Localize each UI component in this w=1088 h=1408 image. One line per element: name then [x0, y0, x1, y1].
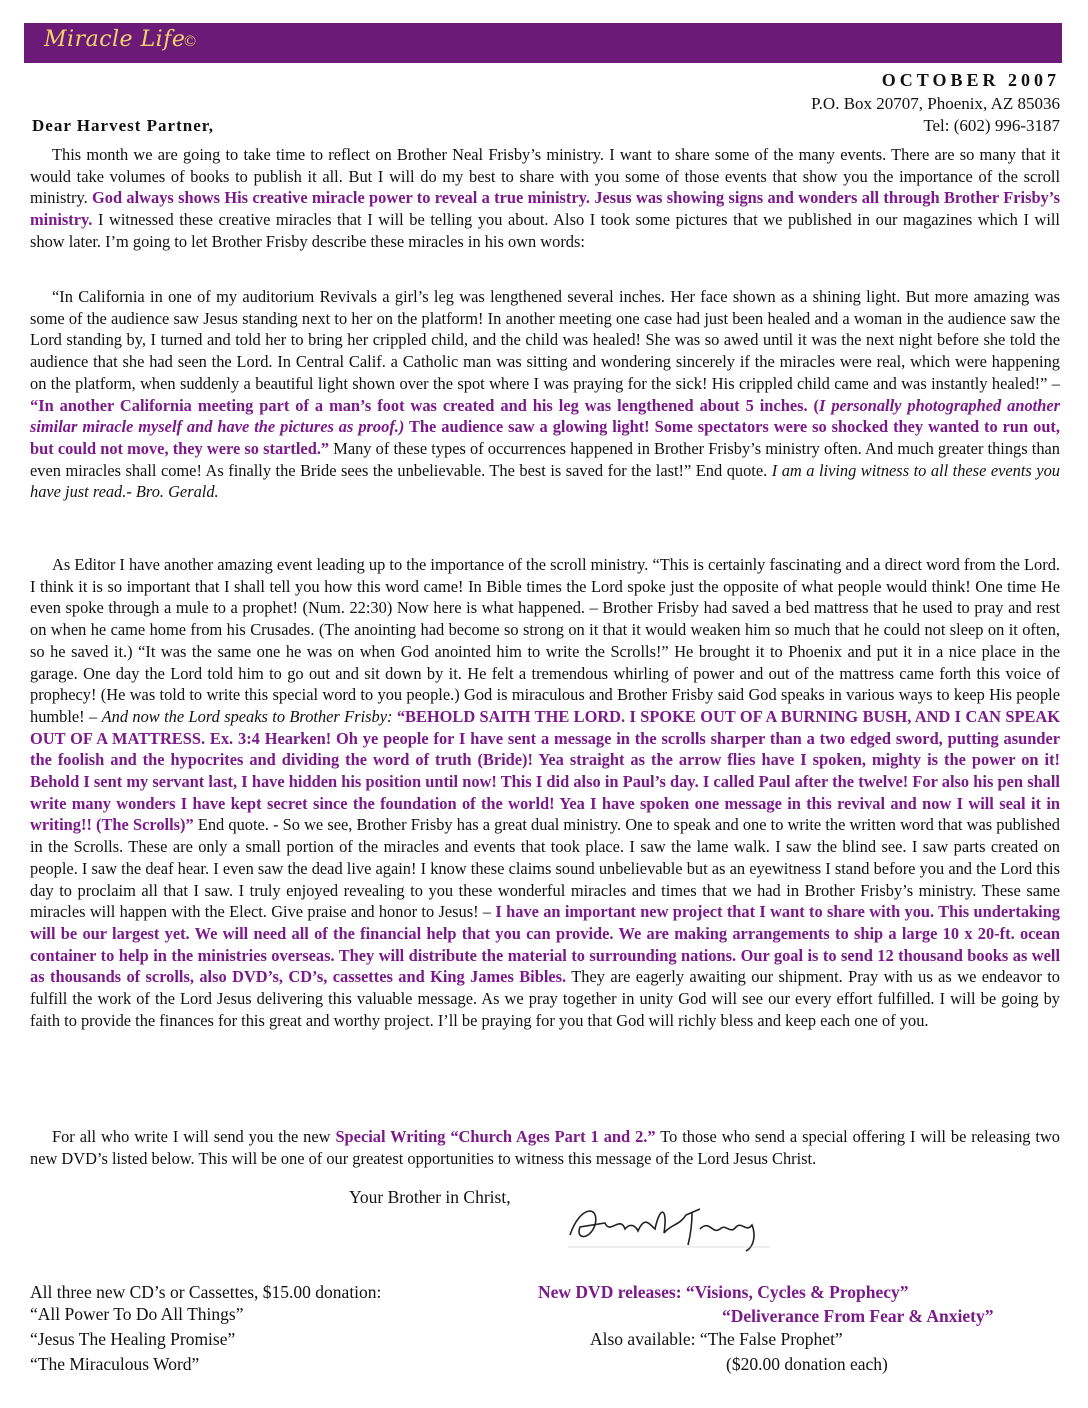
text-run: To those who send a special offering I will be releasing two new DVD’s listed below. This will be one of our greatest opportunities to witness this message of the Lord Jesus Christ. [30, 1127, 1060, 1168]
highlight-text: The audience saw a glowing light! Some spectators were so shocked they wanted to run out, but could not move, they were so startled.” [30, 417, 1060, 458]
mailing-address: P.O. Box 20707, Phoenix, AZ 85036 [811, 94, 1060, 113]
highlight-text: God always shows His creative miracle power to reveal a true ministry. Jesus was showing signs and wonders all through Brother Frisby’s ministry. [30, 188, 1060, 230]
cd-title-2: “Jesus The Healing Promise” [30, 1329, 236, 1349]
text-run: They are eagerly awaiting our shipment. Pray with us as we endeavor to fulfill the work of the Lord Jesus delivering this valuable message. As we pray together in unity God will see our every effort fulfilled. I will be going by faith to provide the finances for this great and worthy project. I’ll be praying for you that God will richly bless and keep each one of you. [30, 967, 1060, 1030]
cd-title-1: “All Power To Do All Things” [30, 1304, 244, 1324]
text-run: End quote. - So we see, Brother Frisby has a great dual ministry. One to speak and one to write the written word that was published in the Scrolls. These are only a small portion of the miracles and events that took place. I saw the lame walk. I saw the blind see. I saw parts created on people. I saw the deaf hear. I even saw the dead live again! I know these claims sound unbelievable but as an eyewitness I stand before you and the Lord this day to proclaim all that I saw. I truly enjoyed revealing to you these wonderful miracles and times that we had in Brother Frisby’s ministry. These same miracles will happen with the Elect. Give praise and honor to Jesus! – [30, 815, 1060, 922]
cd-title-3: “The Miraculous Word” [30, 1354, 200, 1374]
text-run: This month we are going to take time to reflect on Brother Neal Frisby’s ministry. I want to share some of the many events. There are so many that it would take volumes of books to publish it all. But I will do my best to share with you some of those events that show you the importance of the scroll ministry. [30, 145, 1060, 208]
dvd-price: ($20.00 donation each) [726, 1354, 888, 1374]
salutation: Dear Harvest Partner, [32, 116, 214, 135]
signature-image [560, 1195, 780, 1255]
highlight-text: “In another California meeting part of a man’s foot was created and his leg was lengthened about 5 inches. ( [30, 395, 819, 415]
letter-paragraph-1 [30, 144, 1060, 253]
also-available: Also available: “The False Prophet” [590, 1329, 843, 1349]
highlight-italic-text: I personally photographed another similar miracle myself and have the pictures as proof.) [30, 395, 1060, 437]
dvd-heading: New DVD releases: “Visions, Cycles & Prophecy” [538, 1282, 909, 1302]
text-run: As Editor I have another amazing event leading up to the importance of the scroll ministry. “This is certainly fascinating and a direct word from the Lord. I think it is so important that I shall tell you how this word came! In Bible times the Lord spoke just the opposite of what people would think! One time He even spoke through a mule to a prophet! (Num. 22:30) Now here is what happened. – Brother Frisby had saved a bed mattress that he used to pray and rest on when he came home from his Crusades. (The anointing had become so strong on it that it would weaken him so much that he could not sleep on it often, so he saved it.) “It was the same one he was on when God anointed him to write the Scrolls!” He brought it to Phoenix and put it in a nice place in the garage. One day the Lord told him to go out and sit down by it. He felt a tremendous whirling of power and out of the mattress came forth this voice of prophecy! (He was told to write this special word to you people.) God is miraculous and Brother Frisby said God speaks in various ways to keep His people humble! – [30, 555, 1060, 726]
text-run: “In California in one of my auditorium Revivals a girl’s leg was lengthened several inches. Her face shown as a shining light. But more amazing was some of the audience saw Jesus standing next to her on the platform! In another meeting one case had just been healed and a woman in the audience saw the Lord standing by, I turned and told her to bring her crippled child, and the child was healed! She was so awed until it was the next night before she told the audience that she had seen the Lord. In Central Calif. a Catholic man was sitting and wondering sincerely if the miracles were real, which were happening on the platform, when suddenly a beautiful light shown over the spot where I was praying for the sick! His crippled child came and was instantly healed!” – [30, 287, 1060, 393]
dvd-title-2: “Deliverance From Fear & Anxiety” [722, 1306, 994, 1326]
letter-paragraph-2 [30, 286, 1060, 503]
issue-date: OCTOBER 2007 [881, 70, 1060, 90]
highlight-text: I have an important new project that I want to share with you. This undertaking will be our largest yet. We will need all of the financial help that you can provide. We are making arrangements to ship a large 10 x 20-ft. ocean container to help in the ministries overseas. They will distribute the material to surrounding nations. Our goal is to send 12 thousand books as well as thousands of scrolls, also DVD’s, CD’s, cassettes and King James Bibles. [30, 902, 1061, 987]
letter-paragraph-4 [30, 1126, 1060, 1169]
text-run: I witnessed these creative miracles that I will be telling you about. Also I took some pictures that we published in our magazines which I will show later. I’m going to let Brother Frisby describe these miracles in his own words: [30, 210, 1060, 251]
text-run: For all who write I will send you the new [52, 1127, 336, 1146]
text-run: Many of these types of occurrences happened in Brother Frisby’s ministry often. And much greater things than even miracles shall come! As finally the Bride sees the unbelievable. The best is saved for the last!” End quote. [30, 438, 1060, 480]
masthead-banner [24, 23, 1062, 63]
copyright-symbol: © [184, 33, 197, 50]
telephone: Tel: (602) 996-3187 [923, 116, 1060, 135]
miracle-life-logo: Miracle Life [44, 27, 186, 52]
letter-paragraph-3 [30, 554, 1060, 1031]
highlight-text: Special Writing “Church Ages Part 1 and 2.” [335, 1127, 656, 1146]
italic-text: And now the Lord speaks to Brother Frisby: [101, 706, 393, 726]
closing: Your Brother in Christ, [349, 1187, 511, 1207]
cd-offer-heading: All three new CD’s or Cassettes, $15.00 donation: [30, 1282, 382, 1302]
italic-text: I am a living witness to all these events you have just read.- Bro. Gerald. [30, 460, 1060, 502]
highlight-text: “BEHOLD SAITH THE LORD. I SPOKE OUT OF A BURNING BUSH, AND I CAN SPEAK OUT OF A MATTRESS. Ex. 3:4 Hearken! Oh ye people for I have sent a message in the scrolls sharper than a two edged sword, putting asunder the foolish and the hypocrites and dividing the word of truth (Bride)! Yea straight as the arrow flies have I spoken, mighty is the power on it! Behold I sent my servant last, I have hidden his position until now! This I did also in Paul’s day. I called Paul after the twelve! For also his pen shall write many wonders I have kept secret since the foundation of the world! Yea I have spoken one message in this revival and now I will seal it in writing!! (The Scrolls)” [30, 706, 1060, 835]
